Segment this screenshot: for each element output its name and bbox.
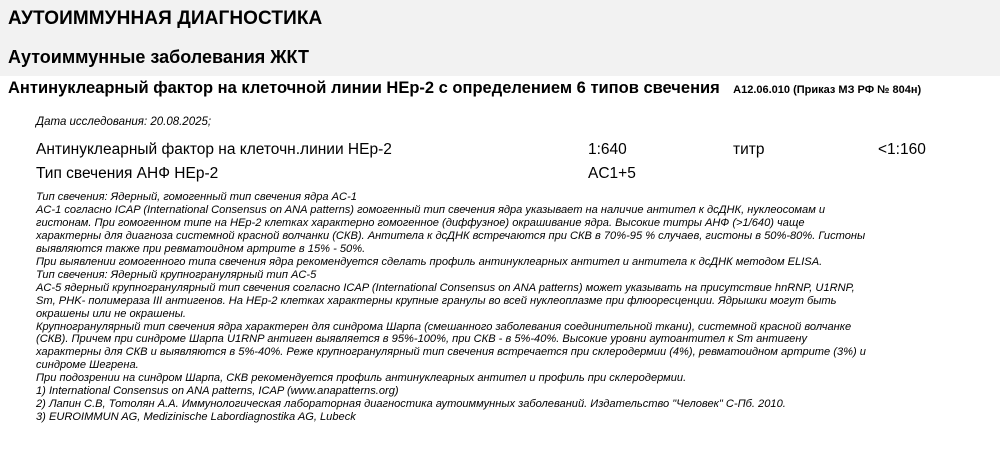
result-name: Антинуклеарный фактор на клеточн.линии HEp-2 bbox=[36, 141, 392, 158]
comment-line: Тип свечения: Ядерный, гомогенный тип свечения ядра AC-1 bbox=[36, 191, 357, 203]
comment-line: характерны для СКВ и выявляются в 5%-40%. Реже крупногранулярный тип свечения встречается при склеродермии (4%), ревматоидном артрите (3%) и bbox=[36, 346, 866, 359]
result-row bbox=[0, 141, 1000, 163]
test-code: A12.06.010 (Приказ МЗ РФ № 804н) bbox=[733, 84, 922, 96]
comment-line: Sm, PHK- полимераза III антигенов. На HEp-2 клетках характерны крупные гранулы во всей нуклеоплазме при флюоресценции. Ядрышки могут быть bbox=[36, 294, 837, 307]
reference-line: 3) EUROIMMUN AG, Medizinische Labordiagnostika AG, Lubeck bbox=[36, 411, 356, 424]
comment-line: Крупногранулярный тип свечения ядра характерен для синдрома Шарпа (смешанного заболевания соединительной ткани), системной красной волчанке bbox=[36, 320, 852, 333]
comment-line: синдроме Шегрена. bbox=[36, 359, 139, 372]
comment-line: AC-1 согласно ICAP (International Consensus on ANA patterns) гомогенный тип свечения ядра указывает на наличие антител к дсДНК, нуклеосомам и bbox=[36, 203, 826, 216]
result-value: 1:640 bbox=[588, 141, 627, 158]
result-row bbox=[0, 165, 1000, 187]
result-value: AC1+5 bbox=[588, 165, 636, 182]
result-reference: <1:160 bbox=[878, 141, 926, 158]
interpretation-comment bbox=[36, 191, 998, 424]
study-date: Дата исследования: 20.08.2025; bbox=[36, 116, 212, 128]
section-title: АУТОИММУННАЯ ДИАГНОСТИКА bbox=[8, 8, 323, 29]
subsection-title: Аутоиммунные заболевания ЖКТ bbox=[8, 47, 309, 67]
test-name: Антинуклеарный фактор на клеточной линии HEp-2 с определением 6 типов свечения bbox=[8, 79, 720, 97]
comment-line: При подозрении на синдром Шарпа, СКВ рекомендуется профиль антинуклеарных антител и профиль при склеродермии. bbox=[36, 372, 687, 385]
comment-line: Тип свечения: Ядерный крупногранулярный тип AC-5 bbox=[36, 268, 317, 281]
comment-line: (СКВ). Причем при синдроме Шарпа U1RNP антиген выявляется в 95%-100%, при СКВ - в 5%-40%. Высокие уровни аутоантител к Sm антигену bbox=[36, 333, 807, 346]
comment-line: При выявлении гомогенного типа свечения ядра рекомендуется сделать профиль антинуклеарных антител и антитела к дсДНК методом ELISA. bbox=[36, 255, 823, 268]
test-title-block bbox=[8, 80, 988, 99]
comment-line: AC-5 ядерный крупногранулярный тип свечения согласно ICAP (International Consensus on ANA patterns) может указывать на присутствие hnRNP, U1RNP, bbox=[36, 281, 855, 294]
result-unit: титр bbox=[733, 141, 765, 158]
comment-line: гистонам. При гомогенном типе на HEp-2 клетках характерно гомогенное (диффузное) окрашивание ядра. Высокие титры АНФ (>1/640) чаще bbox=[36, 216, 805, 229]
reference-line: 2) Лапин С.В, Тотолян А.А. Иммунологическая лабораторная диагностика аутоиммунных заболеваний. Издательство "Человек" С-Пб. 2010. bbox=[36, 398, 786, 411]
result-name: Тип свечения АНФ HEp-2 bbox=[36, 165, 219, 182]
comment-line: характерны для диагноза системной красной волчанки (СКВ). Антитела к дсДНК встречаются при СКВ в 70%-95 % случаев, гистоны в 50%-80%. Гистоны bbox=[36, 229, 866, 242]
reference-line: 1) International Consensus on ANA patterns, ICAP (www.anapatterns.org) bbox=[36, 385, 399, 398]
comment-line: окрашены или не окрашены. bbox=[36, 307, 186, 320]
comment-line: выявляются также при ревматоидном артрите в 15% - 50%. bbox=[36, 242, 366, 255]
